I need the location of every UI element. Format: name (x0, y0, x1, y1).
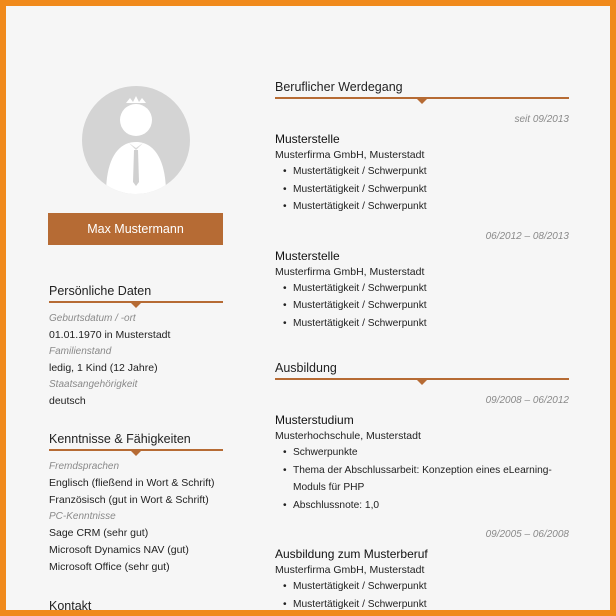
list-item: • Mustertätigkeit / Schwerpunkt (287, 315, 569, 333)
list-item: • Mustertätigkeit / Schwerpunkt (287, 578, 569, 596)
contact-section (49, 599, 223, 610)
resume-page (6, 6, 610, 610)
field-value: ledig, 1 Kind (12 Jahre) (49, 362, 158, 374)
name-banner (48, 213, 223, 245)
entry-title: Musterstelle (275, 132, 340, 146)
field-label: PC-Kenntnisse (49, 511, 116, 522)
list-item: • Mustertätigkeit / Schwerpunkt (287, 198, 569, 216)
entry-date: 09/2008 – 06/2012 (485, 395, 569, 406)
entry-date: seit 09/2013 (514, 114, 569, 125)
entry-title: Musterstudium (275, 413, 354, 427)
field-label: Geburtsdatum / -ort (49, 313, 136, 324)
list-item: Sage CRM (sehr gut) (49, 527, 149, 539)
list-item: • Mustertätigkeit / Schwerpunkt (287, 280, 569, 298)
field-value: 01.01.1970 in Musterstadt (49, 329, 171, 341)
section-title: Ausbildung (275, 361, 337, 375)
career-entry (275, 230, 569, 333)
entry-date: 09/2005 – 06/2008 (485, 529, 569, 540)
education-entry (275, 394, 569, 514)
entry-org: Musterfirma GmbH, Musterstadt (275, 149, 425, 161)
section-title: Kontakt (49, 599, 92, 610)
list-item: • Mustertätigkeit / Schwerpunkt (287, 163, 569, 181)
list-item: Microsoft Office (sehr gut) (49, 561, 170, 573)
entry-org: Musterfirma GmbH, Musterstadt (275, 564, 425, 576)
education-section (275, 361, 569, 610)
section-divider (49, 449, 223, 451)
section-divider (275, 378, 569, 380)
section-title: Kenntnisse & Fähigkeiten (49, 432, 191, 446)
section-title: Beruflicher Werdegang (275, 80, 403, 94)
entry-org: Musterfirma GmbH, Musterstadt (275, 265, 425, 278)
list-item: • Thema der Abschlussarbeit: Konzeption eines eLearning-Moduls für PHP (287, 462, 569, 497)
field-value: deutsch (49, 395, 86, 407)
list-item: • Mustertätigkeit / Schwerpunkt (287, 297, 569, 315)
section-divider (49, 301, 223, 303)
full-name: Max Mustermann (87, 222, 184, 236)
skills-section (49, 432, 223, 576)
list-item: • Abschlussnote: 1,0 (287, 497, 569, 515)
entry-title: Ausbildung zum Musterberuf (275, 547, 428, 561)
section-title: Persönliche Daten (49, 284, 152, 298)
entry-date: 06/2012 – 08/2013 (485, 230, 569, 242)
career-section (275, 80, 569, 332)
entry-org: Musterhochschule, Musterstadt (275, 430, 421, 442)
avatar-placeholder-icon (82, 86, 190, 194)
education-entry (275, 528, 569, 610)
personal-data-section (49, 284, 223, 410)
field-label: Staatsangehörigkeit (49, 379, 138, 390)
list-item: • Schwerpunkte (287, 444, 569, 462)
career-entry (275, 113, 569, 216)
field-label: Fremdsprachen (49, 461, 120, 472)
list-item: • Mustertätigkeit / Schwerpunkt (287, 596, 569, 611)
section-divider (275, 97, 569, 99)
field-label: Familienstand (49, 346, 112, 357)
list-item: Microsoft Dynamics NAV (gut) (49, 544, 189, 556)
list-item: Französisch (gut in Wort & Schrift) (49, 494, 209, 506)
entry-title: Musterstelle (275, 248, 340, 263)
list-item: Englisch (fließend in Wort & Schrift) (49, 477, 215, 489)
list-item: • Mustertätigkeit / Schwerpunkt (287, 181, 569, 199)
